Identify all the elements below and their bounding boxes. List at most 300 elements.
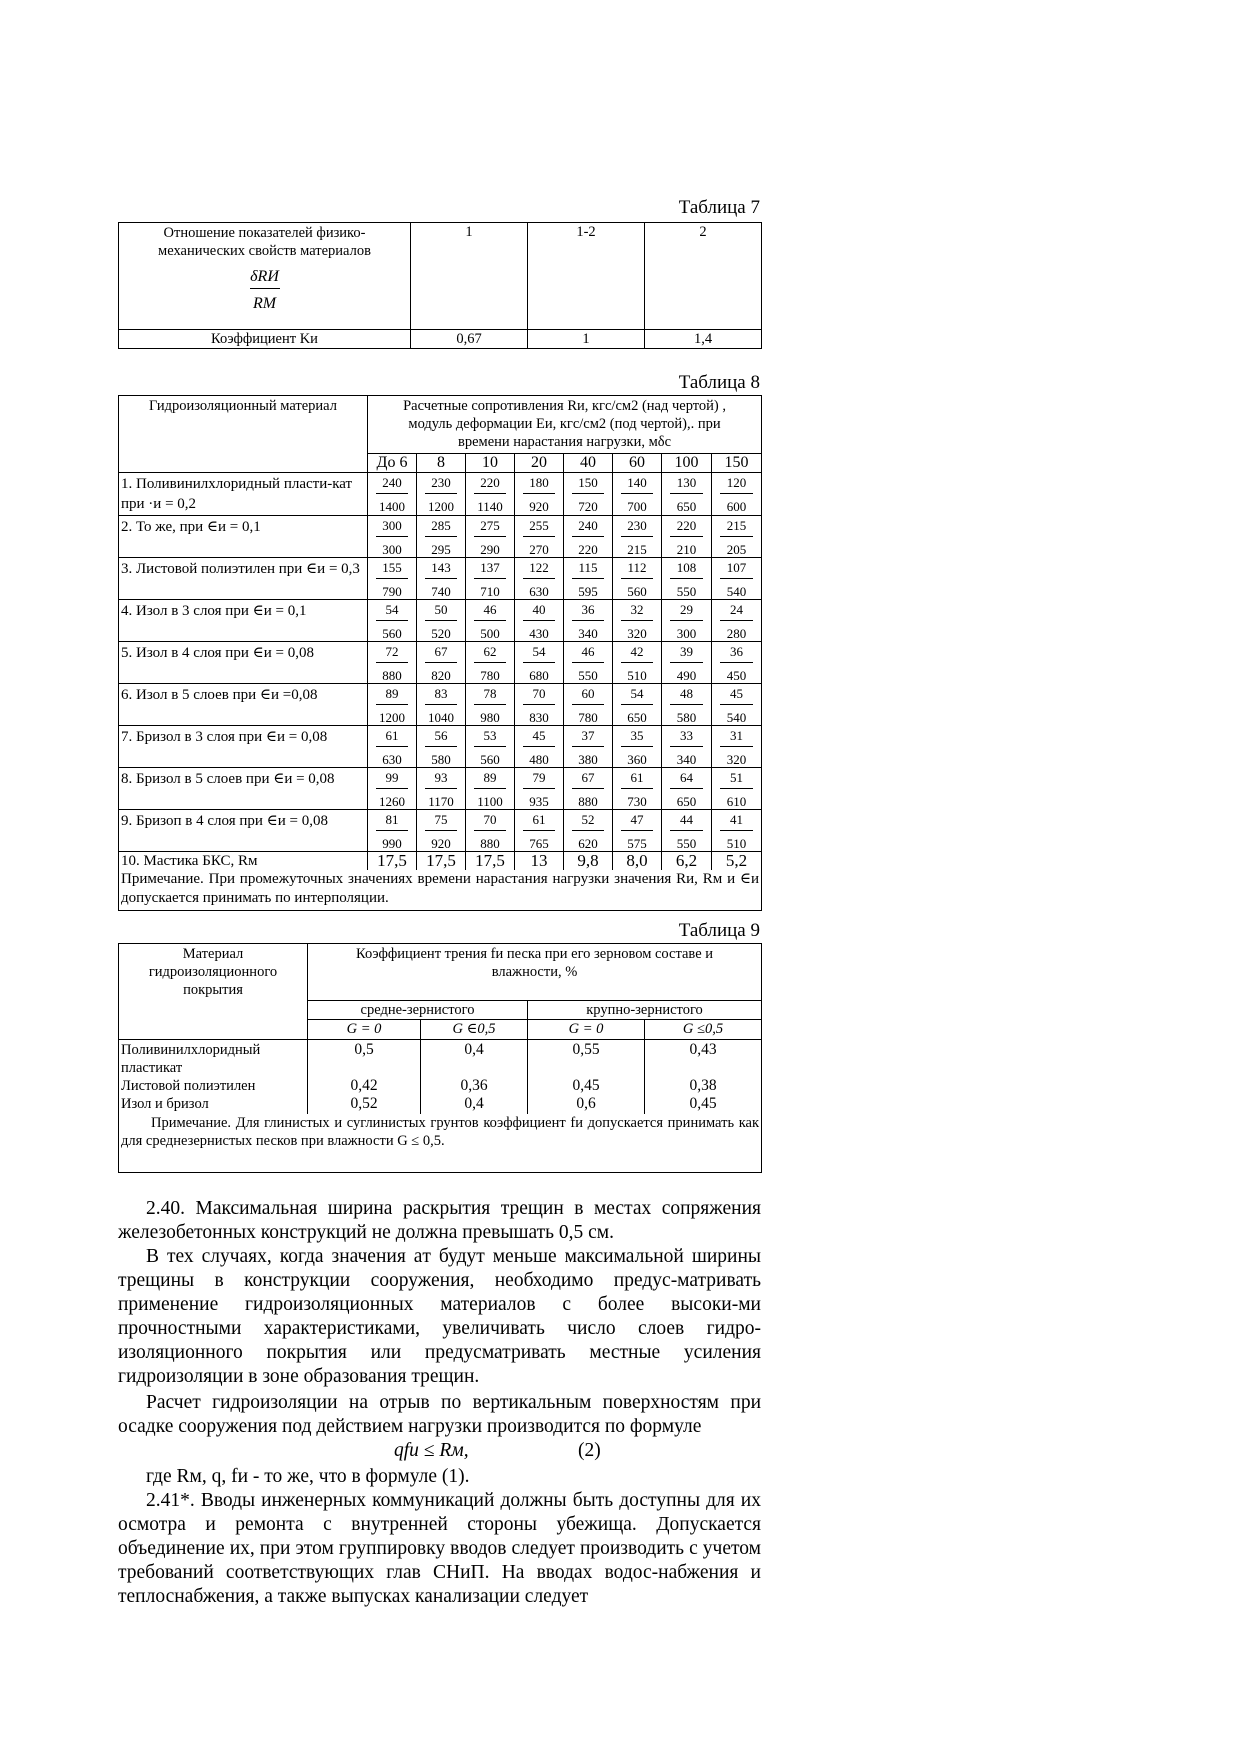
- table8-value-top: 137: [474, 561, 506, 579]
- table8-value-bottom: 320: [627, 626, 647, 641]
- table8-value-bottom: 1040: [428, 710, 454, 725]
- table9-row-labels: [119, 1040, 308, 1115]
- table8-value-top: 53: [474, 729, 506, 747]
- table8-value-top: 215: [720, 519, 753, 537]
- table8-cell: [417, 558, 466, 600]
- table9-cell: 0,45: [689, 1095, 717, 1112]
- table8-value-bottom: 920: [529, 499, 549, 514]
- table8-cell: [417, 810, 466, 852]
- table8-row-label: 10. Мастика БКС, Rм: [119, 852, 368, 871]
- table8-value-bottom: 830: [529, 710, 549, 725]
- table9-sub-medium: средне-зернистого: [308, 1001, 528, 1020]
- table8-value-top: 36: [572, 603, 604, 621]
- table8-value-bottom: 1400: [379, 499, 405, 514]
- table8-value-bottom: 880: [578, 794, 598, 809]
- table8-cell: [368, 516, 417, 558]
- table8-value-top: 99: [376, 771, 408, 789]
- table9-cell: 0,45: [572, 1077, 600, 1094]
- table8-cell: [613, 473, 662, 516]
- table8-value-top: 45: [720, 687, 753, 705]
- table8-value-bottom: 540: [726, 710, 747, 725]
- table8-value-top: 240: [376, 476, 408, 494]
- table8-value-bottom: 340: [676, 752, 697, 767]
- table8-value-top: 46: [474, 603, 506, 621]
- table8-value-bottom: 560: [627, 584, 647, 599]
- table8-cell: [712, 473, 762, 516]
- table8-row: [119, 726, 762, 768]
- table8-cell: [662, 558, 712, 600]
- table8-value-top: 51: [720, 771, 753, 789]
- table8-value-top: 108: [670, 561, 703, 579]
- table8-cell: 17,5: [368, 852, 417, 871]
- table8-value-bottom: 700: [627, 499, 647, 514]
- table9-g-label: G = 0: [308, 1020, 421, 1040]
- table8-cell: [515, 558, 564, 600]
- table8-cell: [515, 473, 564, 516]
- table8-value-bottom: 600: [726, 499, 747, 514]
- table8-value-bottom: 220: [578, 542, 598, 557]
- table8-value-top: 300: [376, 519, 408, 537]
- table8-value-bottom: 595: [578, 584, 598, 599]
- table8-value-top: 44: [670, 813, 703, 831]
- table8-cell: [515, 600, 564, 642]
- paragraph-where: где Rм, q, fи - то же, что в формуле (1).: [146, 1466, 470, 1487]
- table8-value-top: 50: [425, 603, 457, 621]
- table8-value-bottom: 880: [480, 836, 500, 851]
- table8-cell: [417, 600, 466, 642]
- table7-coef-value: 0,67: [411, 330, 528, 349]
- table7-col-2: 1-2: [528, 223, 645, 330]
- table8-value-bottom: 920: [431, 836, 451, 851]
- formula: qfи ≤ Rм,: [394, 1440, 469, 1461]
- table8-value-bottom: 650: [676, 794, 697, 809]
- table8-cell: [515, 726, 564, 768]
- table8-value-bottom: 480: [529, 752, 549, 767]
- table8-cell: [662, 768, 712, 810]
- table9-cell: 0,55: [572, 1041, 600, 1058]
- table7-header-label: Отношение показателей физико-механических свойств материалов: [158, 225, 371, 259]
- table8-row: [119, 684, 762, 726]
- table8-row: [119, 768, 762, 810]
- table8-value-top: 67: [425, 645, 457, 663]
- table8-value-top: 81: [376, 813, 408, 831]
- paragraph-2-41: 2.41*. Вводы инженерных коммуникаций должны быть доступны для их осмотра и ремонта с внутренней стороны убежища. Допускается объединение их, при этом группировку вводов следует производить с учетом требований соответствующих глав СНиП. На вводах водос-набжения и теплоснабжения, а также выпусках канализации следует: [118, 1490, 761, 1607]
- table8-value-bottom: 580: [431, 752, 451, 767]
- table8-value-top: 37: [572, 729, 604, 747]
- table8-cell: [466, 600, 515, 642]
- table9-g-label: G ∈0,5: [421, 1020, 528, 1040]
- table8-value-top: 155: [376, 561, 408, 579]
- table8-value-bottom: 540: [726, 584, 747, 599]
- table8-value-bottom: 450: [726, 668, 747, 683]
- table8-cell: [466, 516, 515, 558]
- table8-value-bottom: 710: [480, 584, 500, 599]
- table8-row: [119, 642, 762, 684]
- table8-value-top: 107: [720, 561, 753, 579]
- table8-cell: 9,8: [564, 852, 613, 871]
- table8-value-bottom: 780: [578, 710, 598, 725]
- table8-value-bottom: 680: [529, 668, 549, 683]
- table8-value-top: 240: [572, 519, 604, 537]
- table8-value-bottom: 880: [382, 668, 402, 683]
- table8-value-top: 255: [523, 519, 555, 537]
- table8-value-top: 33: [670, 729, 703, 747]
- table8-cell: [564, 642, 613, 684]
- table8-cell: [417, 726, 466, 768]
- table8-value-top: 180: [523, 476, 555, 494]
- table8-value-top: 24: [720, 603, 753, 621]
- table8-cell: [712, 810, 762, 852]
- table8-value-top: 79: [523, 771, 555, 789]
- table9-cell: 0,52: [350, 1095, 378, 1112]
- table9-cell: 0,4: [464, 1041, 484, 1058]
- table7-caption: Таблица 7: [678, 197, 760, 218]
- table8-note: Примечание. При промежуточных значениях времени нарастания нагрузки значения Rи, Rм и ∈и допускается принимать по интерполяции.: [119, 870, 762, 911]
- table8-value-bottom: 215: [627, 542, 647, 557]
- table8-value-bottom: 1260: [379, 794, 405, 809]
- table8-row: [119, 600, 762, 642]
- table8-value-top: 67: [572, 771, 604, 789]
- table8-cell: [613, 600, 662, 642]
- table8-value-top: 61: [523, 813, 555, 831]
- table8-value-bottom: 990: [382, 836, 402, 851]
- table8-cell: [466, 726, 515, 768]
- table7-coef-value: 1,4: [645, 330, 762, 349]
- table8-cell: [613, 726, 662, 768]
- table9-col-values: [528, 1040, 645, 1115]
- table8-value-top: 62: [474, 645, 506, 663]
- table9-caption: Таблица 9: [678, 920, 760, 941]
- table8-value-bottom: 560: [382, 626, 402, 641]
- table8-value-top: 47: [621, 813, 653, 831]
- table9-cell: 0,36: [460, 1077, 488, 1094]
- table8-value-top: 220: [474, 476, 506, 494]
- table8-value-bottom: 430: [529, 626, 549, 641]
- table8-value-top: 46: [572, 645, 604, 663]
- table8-caption: Таблица 8: [678, 372, 760, 393]
- table8-value-bottom: 490: [676, 668, 697, 683]
- table8-value-bottom: 210: [676, 542, 697, 557]
- table9-cell: 0,38: [689, 1077, 717, 1094]
- table8-value-bottom: 610: [726, 794, 747, 809]
- table8-time-header: До 6: [368, 454, 417, 473]
- table8-cell: [417, 642, 466, 684]
- table8-cell: 8,0: [613, 852, 662, 871]
- table8-cell: 17,5: [417, 852, 466, 871]
- table8-value-bottom: 270: [529, 542, 549, 557]
- table8-time-header: 20: [515, 454, 564, 473]
- table8-cell: [662, 473, 712, 516]
- table7: [118, 222, 762, 349]
- table8-cell: [662, 726, 712, 768]
- formula-number: (2): [578, 1440, 601, 1461]
- table8-value-bottom: 620: [578, 836, 598, 851]
- table8-row: [119, 558, 762, 600]
- table8-cell: [417, 473, 466, 516]
- table8-value-top: 143: [425, 561, 457, 579]
- table8-value-top: 89: [474, 771, 506, 789]
- table7-ratio-denominator: RМ: [252, 295, 277, 312]
- table8-cell: 17,5: [466, 852, 515, 871]
- table8-value-bottom: 1200: [379, 710, 405, 725]
- table8-group-header: Расчетные сопротивления Rи, кгс/см2 (над чертой) , модуль деформации Eи, кгс/см2 (под чертой),. при времени нарастания нагрузки, мδс: [368, 396, 762, 454]
- table9-col-values: [645, 1040, 762, 1115]
- table8-cell: [368, 642, 417, 684]
- table8-cell: [466, 810, 515, 852]
- table8-cell: [564, 810, 613, 852]
- table8-value-bottom: 550: [676, 584, 697, 599]
- table8-value-top: 150: [572, 476, 604, 494]
- table8-value-top: 54: [376, 603, 408, 621]
- table8-value-bottom: 340: [578, 626, 598, 641]
- table8-cell: [613, 684, 662, 726]
- table8-time-header: 40: [564, 454, 613, 473]
- table8-value-bottom: 575: [627, 836, 647, 851]
- table8-cell: [515, 810, 564, 852]
- table8-value-top: 52: [572, 813, 604, 831]
- table8-value-top: 32: [621, 603, 653, 621]
- table8-cell: [662, 642, 712, 684]
- table8-time-header: 8: [417, 454, 466, 473]
- table8-value-bottom: 295: [431, 542, 451, 557]
- table9-col1-header: Материал гидроизоляционного покрытия: [119, 944, 308, 1040]
- table8-value-top: 115: [572, 561, 604, 579]
- table8-value-top: 31: [720, 729, 753, 747]
- formula-line: [118, 1439, 761, 1465]
- table8-value-top: 42: [621, 645, 653, 663]
- table8-row-label: 4. Изол в 3 слоя при ∈и = 0,1: [119, 600, 368, 642]
- table8-value-top: 39: [670, 645, 703, 663]
- table8-cell: 13: [515, 852, 564, 871]
- paragraph-cracks: В тех случаях, когда значения aт будут меньше максимальной ширины трещины в конструкции сооружения, необходимо предус-матривать применение гидроизоляционных материалов с более высоки-ми прочностными характеристиками, увеличивать число слоев гидро-изоляционного покрытия или предусматривать местные усиления гидроизоляции в зоне образования трещин.: [118, 1246, 761, 1387]
- table7-ratio-line: [250, 288, 280, 289]
- table8-cell: [712, 726, 762, 768]
- table8-row-label: 2. То же, при ∈и = 0,1: [119, 516, 368, 558]
- paragraph-calculation: Расчет гидроизоляции на отрыв по вертикальным поверхностям при осадке сооружения под действием нагрузки производится по формуле: [118, 1392, 761, 1437]
- table8-row-label: 5. Изол в 4 слоя при ∈и = 0,08: [119, 642, 368, 684]
- table8-row-label: 6. Изол в 5 слоев при ∈и =0,08: [119, 684, 368, 726]
- table8-cell: [564, 473, 613, 516]
- table8-cell: [712, 558, 762, 600]
- table8-cell: [712, 600, 762, 642]
- table8-value-top: 45: [523, 729, 555, 747]
- table8-cell: [613, 516, 662, 558]
- table8-cell: [368, 558, 417, 600]
- table8-value-top: 48: [670, 687, 703, 705]
- table8-cell: 6,2: [662, 852, 712, 871]
- table8-value-bottom: 510: [627, 668, 647, 683]
- table8-value-top: 70: [523, 687, 555, 705]
- table9-cell: 0,5: [354, 1041, 374, 1058]
- table8-value-bottom: 730: [627, 794, 647, 809]
- table8-value-top: 35: [621, 729, 653, 747]
- table8-row-label: 3. Листовой полиэтилен при ∈и = 0,3: [119, 558, 368, 600]
- table8-cell: 5,2: [712, 852, 762, 871]
- table8-cell: [515, 642, 564, 684]
- table8-value-top: 83: [425, 687, 457, 705]
- table8-value-top: 70: [474, 813, 506, 831]
- table8-cell: [417, 516, 466, 558]
- table8-value-top: 285: [425, 519, 457, 537]
- table8-value-bottom: 290: [480, 542, 500, 557]
- table8-value-top: 122: [523, 561, 555, 579]
- table8-cell: [466, 558, 515, 600]
- table8-value-top: 112: [621, 561, 653, 579]
- table8-note-row: [119, 870, 762, 911]
- table8-time-header: 60: [613, 454, 662, 473]
- table8-cell: [564, 684, 613, 726]
- table8-value-bottom: 720: [578, 499, 598, 514]
- table8-value-top: 40: [523, 603, 555, 621]
- table8-value-top: 29: [670, 603, 703, 621]
- table8-cell: [662, 600, 712, 642]
- table8-row-10: [119, 852, 762, 871]
- table9-col-values: [421, 1040, 528, 1115]
- table8-value-top: 36: [720, 645, 753, 663]
- table9-cell: 0,6: [576, 1095, 596, 1112]
- table7-coef-value: 1: [528, 330, 645, 349]
- table8-cell: [368, 600, 417, 642]
- table8: [118, 395, 762, 911]
- table9-note: Примечание. Для глинистых и суглинистых грунтов коэффициент fи допускается принимать как для среднезернистых песков при влажности G ≤ 0,5.: [119, 1114, 762, 1172]
- table8-cell: [515, 684, 564, 726]
- table8-value-bottom: 820: [431, 668, 451, 683]
- table8-cell: [662, 810, 712, 852]
- table8-cell: [712, 642, 762, 684]
- table8-value-top: 56: [425, 729, 457, 747]
- table8-value-top: 64: [670, 771, 703, 789]
- table8-row-label: 8. Бризол в 5 слоев при ∈и = 0,08: [119, 768, 368, 810]
- table8-value-top: 54: [621, 687, 653, 705]
- table7-header-cell: [119, 223, 411, 330]
- table8-value-bottom: 650: [627, 710, 647, 725]
- table8-cell: [662, 684, 712, 726]
- table8-cell: [368, 726, 417, 768]
- table8-value-bottom: 980: [480, 710, 500, 725]
- table9-group-header: Коэффициент трения fи песка при его зерновом составе и влажности, %: [308, 944, 762, 1001]
- table8-cell: [613, 558, 662, 600]
- table8-value-bottom: 1170: [428, 794, 454, 809]
- table8-value-bottom: 360: [627, 752, 647, 767]
- table8-cell: [564, 768, 613, 810]
- table7-col-3: 2: [645, 223, 762, 330]
- table8-value-bottom: 520: [431, 626, 451, 641]
- table8-value-top: 140: [621, 476, 653, 494]
- table8-row-label: 7. Бризол в 3 слоя при ∈и = 0,08: [119, 726, 368, 768]
- table8-cell: [368, 684, 417, 726]
- table8-value-top: 89: [376, 687, 408, 705]
- table8-value-bottom: 510: [726, 836, 747, 851]
- table9-sub-coarse: крупно-зернистого: [528, 1001, 762, 1020]
- table8-value-bottom: 380: [578, 752, 598, 767]
- table8-row-label: 9. Бризоп в 4 слоя при ∈и = 0,08: [119, 810, 368, 852]
- table8-value-top: 61: [621, 771, 653, 789]
- table8-cell: [564, 600, 613, 642]
- table8-value-bottom: 205: [726, 542, 747, 557]
- table8-value-bottom: 765: [529, 836, 549, 851]
- table8-value-top: 130: [670, 476, 703, 494]
- table8-value-top: 61: [376, 729, 408, 747]
- table8-value-bottom: 500: [480, 626, 500, 641]
- table8-cell: [564, 516, 613, 558]
- table8-value-top: 72: [376, 645, 408, 663]
- table9: [118, 943, 762, 1173]
- table8-value-bottom: 630: [382, 752, 402, 767]
- table8-value-bottom: 740: [431, 584, 451, 599]
- table8-value-top: 54: [523, 645, 555, 663]
- table8-cell: [613, 810, 662, 852]
- table8-value-top: 93: [425, 771, 457, 789]
- table8-value-top: 120: [720, 476, 753, 494]
- table8-value-top: 78: [474, 687, 506, 705]
- table9-cell: 0,42: [350, 1077, 378, 1094]
- table8-cell: [613, 768, 662, 810]
- table9-row-label: Изол и бризол: [121, 1096, 209, 1112]
- table8-cell: [613, 642, 662, 684]
- table8-value-bottom: 650: [676, 499, 697, 514]
- table9-g-label: G ≤0,5: [645, 1020, 762, 1040]
- table9-row-label: Листовой полиэтилен: [121, 1078, 256, 1094]
- table8-cell: [466, 768, 515, 810]
- table8-value-top: 230: [621, 519, 653, 537]
- table9-cell: 0,43: [689, 1041, 717, 1058]
- table8-time-header: 10: [466, 454, 515, 473]
- table8-cell: [417, 684, 466, 726]
- table8-value-top: 275: [474, 519, 506, 537]
- table9-g-label: G = 0: [528, 1020, 645, 1040]
- table8-value-bottom: 300: [676, 626, 697, 641]
- table7-ratio-numerator: δRИ: [250, 268, 279, 285]
- table8-row: [119, 473, 762, 516]
- table8-cell: [712, 516, 762, 558]
- table8-cell: [712, 768, 762, 810]
- table8-cell: [417, 768, 466, 810]
- paragraph-2-40: 2.40. Максимальная ширина раскрытия трещин в местах сопряжения железобетонных конструкций не должна превышать 0,5 см.: [118, 1198, 761, 1243]
- table8-row: [119, 810, 762, 852]
- table8-cell: [368, 473, 417, 516]
- table8-row-label: 1. Поливинилхлоридный пласти-кат при ·и = 0,2: [119, 473, 368, 516]
- table8-value-bottom: 280: [726, 626, 747, 641]
- table8-value-bottom: 320: [726, 752, 747, 767]
- table8-time-header: 100: [662, 454, 712, 473]
- table8-value-top: 220: [670, 519, 703, 537]
- table8-value-top: 60: [572, 687, 604, 705]
- table8-cell: [564, 726, 613, 768]
- table8-value-bottom: 560: [480, 752, 500, 767]
- table8-cell: [466, 642, 515, 684]
- table8-cell: [712, 684, 762, 726]
- table8-row: [119, 516, 762, 558]
- table7-coef-label: Коэффициент Kи: [119, 330, 411, 349]
- table8-value-bottom: 790: [382, 584, 402, 599]
- table9-cell: 0,4: [464, 1095, 484, 1112]
- table8-value-bottom: 300: [382, 542, 402, 557]
- table8-value-top: 41: [720, 813, 753, 831]
- table8-cell: [564, 558, 613, 600]
- table8-value-bottom: 550: [676, 836, 697, 851]
- table8-value-bottom: 1140: [477, 499, 503, 514]
- body-text: [118, 1197, 761, 1609]
- table8-value-top: 230: [425, 476, 457, 494]
- table8-value-bottom: 1200: [428, 499, 454, 514]
- table9-col-values: [308, 1040, 421, 1115]
- table8-value-top: 75: [425, 813, 457, 831]
- table8-value-bottom: 630: [529, 584, 549, 599]
- table8-value-bottom: 580: [676, 710, 697, 725]
- table7-col-1: 1: [411, 223, 528, 330]
- table8-cell: [368, 768, 417, 810]
- table8-value-bottom: 780: [480, 668, 500, 683]
